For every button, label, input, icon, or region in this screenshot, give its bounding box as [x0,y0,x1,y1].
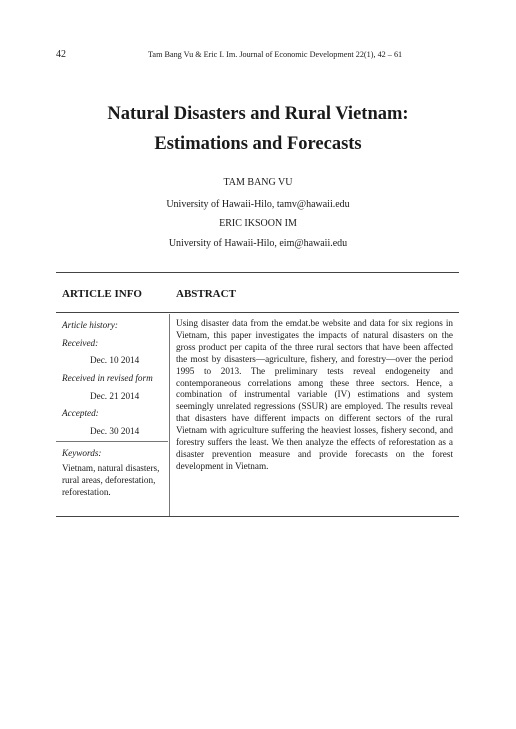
author-name-2: ERIC IKSOON IM [219,218,297,229]
author-affiliation-2: University of Hawaii-Hilo, eim@hawaii.edu [168,238,348,249]
bottom-rule [56,516,459,517]
top-rule [56,272,459,273]
paper-title-line-1: Natural Disasters and Rural Vietnam: [107,104,409,124]
author-name-1: TAM BANG VU [223,177,293,188]
paper-title-line-2: Estimations and Forecasts [154,134,362,154]
keywords-list: Vietnam, natural disasters, rural areas, deforestation, reforestation. [62,463,160,497]
running-head: Tam Bang Vu & Eric I. Im. Journal of Economic Development 22(1), 42 – 61 [148,50,403,59]
accepted-date: Dec. 30 2014 [90,426,140,436]
abstract-heading: ABSTRACT [176,288,236,300]
history-label: Article history: [62,320,118,330]
accepted-label: Accepted: [62,408,99,418]
header-rule [56,312,459,313]
received-label: Received: [62,338,99,348]
revised-label: Received in revised form [62,373,153,383]
page-number: 42 [56,49,66,60]
revised-date: Dec. 21 2014 [90,391,140,401]
received-date: Dec. 10 2014 [90,355,140,365]
author-affiliation-1: University of Hawaii-Hilo, tamv@hawaii.edu [166,199,350,210]
article-info-heading: ARTICLE INFO [62,288,142,300]
abstract-text: Using disaster data from the emdat.be website and data for six regions in Vietnam, this paper investigates the impacts of natural disasters on the gross product per capita of the three rural sectors that have been affected the most by disasters—agriculture, fishery, and forestry—over the period 1995 to 2013. The preliminary tests reveal endogeneity and contemporaneous correlations among these three sectors. Hence, a combination of instrumental variable (IV) estimations and system seemingly unrelated regressions (SSUR) are employed. The results reveal that disasters have different impacts on different sectors of the rural Vietnam with agriculture suffering the heaviest losses, fishery second, and forestry suffers the least. We then analyze the effects of reforestation as a disaster prevention measure and provide forecasts on the forest development in Vietnam. [176,318,453,471]
column-divider [169,314,170,516]
keywords-rule [56,441,168,442]
keywords-label: Keywords: [62,448,102,458]
